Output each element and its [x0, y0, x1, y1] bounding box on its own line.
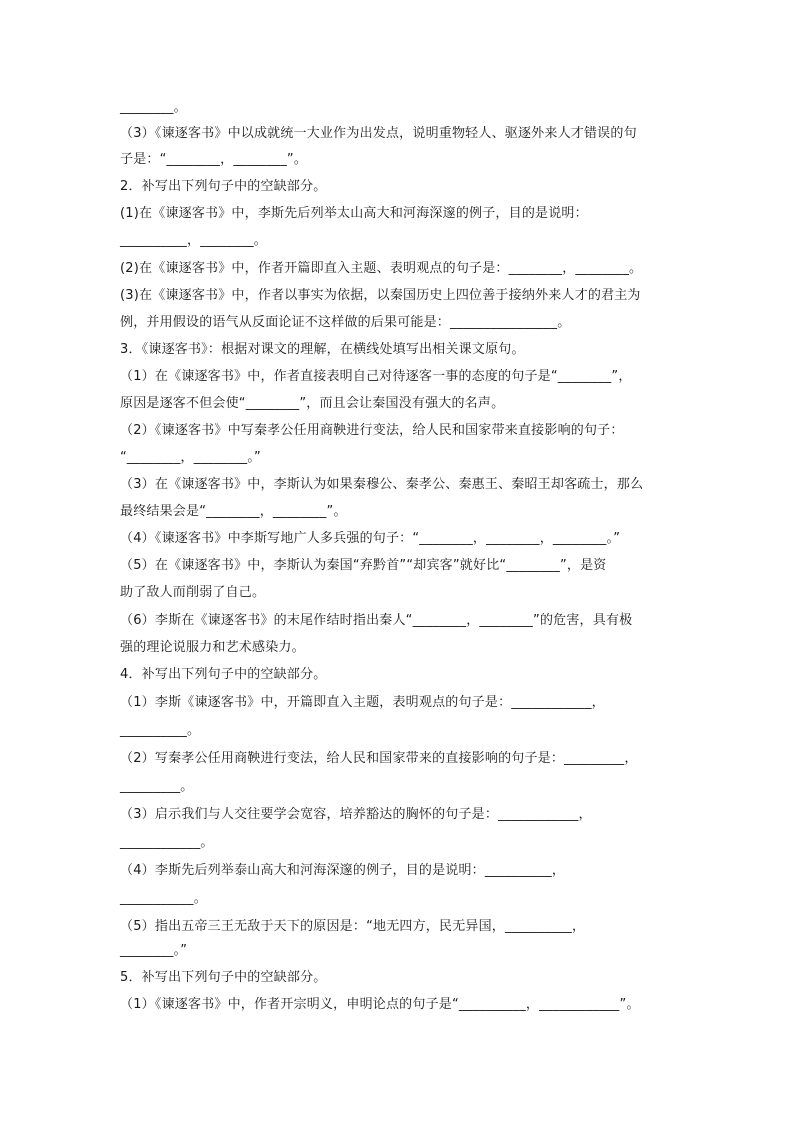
- text-line: __________。: [120, 723, 201, 738]
- text-line: 原因是逐客不但会使“________”，而且会让秦国没有强大的名声。: [120, 396, 505, 411]
- text-line: （5）指出五帝三王无敌于天下的原因是：“地无四方，民无异国，__________，: [120, 919, 586, 934]
- text-line: （1）李斯《谏逐客书》中，开篇即直入主题，表明观点的句子是：____________，: [120, 695, 605, 710]
- text-line: （5）在《谏逐客书》中，李斯认为秦国“弃黔首”“却宾客”就好比“________”，是资: [120, 558, 607, 573]
- text-line: (2)在《谏逐客书》中，作者开篇即直入主题、表明观点的句子是：________，________。: [120, 261, 643, 276]
- text-line: 4．补写出下列句子中的空缺部分。: [120, 667, 327, 682]
- text-line: （3）在《谏逐客书》中，李斯认为如果秦穆公、秦孝公、秦惠王、秦昭王却客疏士，那么: [120, 477, 644, 492]
- text-line: （2）写秦孝公任用商鞅进行变法，给人民和国家带来的直接影响的句子是：_________，: [120, 751, 638, 766]
- text-line: 3．《谏逐客书》：根据对课文的理解，在横线处填写出相关课文原句。: [120, 342, 525, 357]
- text-line: (3)在《谏逐客书》中，作者以事实为依据，以秦国历史上四位善于接纳外来人才的君主为: [120, 288, 641, 303]
- text-line: 例，并用假设的语气从反面论证不这样做的后果可能是：________________。: [120, 315, 571, 330]
- text-line: 5．补写出下列句子中的空缺部分。: [120, 970, 327, 985]
- text-line: 最终结果会是“________，________”。: [120, 504, 347, 519]
- text-line: （1）《谏逐客书》中，作者开宗明义，申明论点的句子是“__________，____________”。: [120, 997, 640, 1012]
- text-line: ___________。: [120, 891, 207, 906]
- text-line: （3）《谏逐客书》中以成就统一大业作为出发点，说明重物轻人、驱逐外来人才错误的句: [120, 126, 637, 141]
- text-line: （3）启示我们与人交往要学会宽容，培养豁达的胸怀的句子是：____________，: [120, 807, 592, 822]
- text-line: __________，________。: [120, 233, 267, 248]
- text-line: _________。: [120, 779, 194, 794]
- text-line: 2．补写出下列句子中的空缺部分。: [120, 179, 327, 194]
- text-line: ____________。: [120, 835, 214, 850]
- text-line: ________。: [120, 100, 187, 115]
- text-line: 助了敌人而削弱了自己。: [120, 585, 266, 600]
- text-line: “________，________。”: [120, 450, 261, 465]
- text-line: （1）在《谏逐客书》中，作者直接表明自己对待逐客一事的态度的句子是“________”，: [120, 369, 632, 384]
- text-line: (1)在《谏逐客书》中，李斯先后列举太山高大和河海深邃的例子，目的是说明：: [120, 206, 588, 221]
- text-line: （6）李斯在《谏逐客书》的末尾作结时指出秦人“________，________”的危害，具有极: [120, 613, 633, 628]
- text-line: （2）《谏逐客书》中写秦孝公任用商鞅进行变法，给人民和国家带来直接影响的句子：: [120, 423, 624, 438]
- text-line: ________。”: [120, 943, 188, 958]
- text-line: 强的理论说服力和艺术感染力。: [120, 640, 305, 655]
- text-line: （4）李斯先后列举泰山高大和河海深邃的例子，目的是说明：__________，: [120, 863, 566, 878]
- text-line: 子是：“________，________”。: [120, 152, 308, 167]
- text-line: （4）《谏逐客书》中李斯写地广人多兵强的句子：“________，________，________。”: [120, 531, 621, 546]
